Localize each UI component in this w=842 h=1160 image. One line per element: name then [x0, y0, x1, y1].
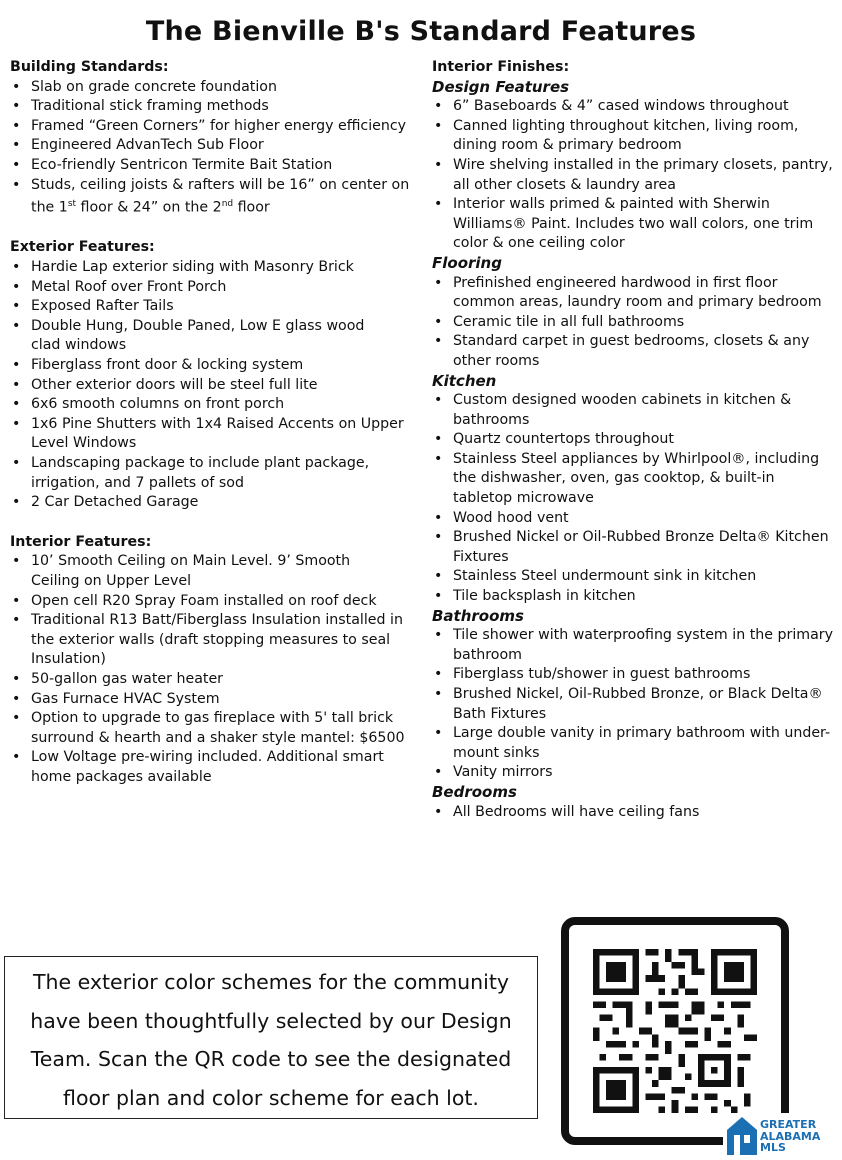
interior-finishes-heading: Interior Finishes:	[432, 59, 570, 75]
list-item: • 1x6 Pine Shutters with 1x4 Raised Accents on Upper Level Windows	[10, 415, 415, 454]
list-item: • Wire shelving installed in the primary closets, pantry, all other closets & laundry area	[432, 156, 837, 195]
list-item: • Slab on grade concrete foundation	[10, 78, 415, 98]
qr-code-icon[interactable]	[593, 949, 757, 1113]
studs-sup-2: nd	[221, 199, 234, 210]
design-features-list	[432, 97, 837, 254]
bedrooms-heading: Bedrooms	[432, 782, 517, 801]
notice-line: Team. Scan the QR code to see the designated	[30, 1047, 512, 1071]
list-item: • 6x6 smooth columns on front porch	[10, 395, 415, 415]
list-item: • Brushed Nickel or Oil-Rubbed Bronze Delta® Kitchen Fixtures	[432, 528, 837, 567]
list-item: • Open cell R20 Spray Foam installed on roof deck	[10, 592, 415, 612]
bathrooms-list	[432, 626, 837, 783]
list-item: • Option to upgrade to gas fireplace with 5' tall brick surround & hearth and a shaker style mantel: $6500	[10, 709, 415, 748]
list-item: • Eco-friendly Sentricon Termite Bait Station	[10, 156, 415, 176]
list-item: • Other exterior doors will be steel full lite	[10, 376, 415, 396]
list-item: • Traditional stick framing methods	[10, 97, 415, 117]
kitchen-list	[432, 391, 837, 607]
notice-line: floor plan and color scheme for each lot.	[63, 1085, 479, 1110]
flooring-list	[432, 274, 837, 372]
list-item: • Traditional R13 Batt/Fiberglass Insulation installed in the exterior walls (draft stopping measures to seal Insulation)	[10, 611, 415, 670]
list-item-studs	[10, 176, 415, 219]
exterior-features-heading: Exterior Features:	[10, 239, 155, 256]
design-features-heading: Design Features	[432, 77, 570, 96]
list-item: • Engineered AdvanTech Sub Floor	[10, 136, 415, 156]
qr-code-frame[interactable]	[561, 917, 789, 1145]
list-item: • Landscaping package to include plant package, irrigation, and 7 pallets of sod	[10, 454, 415, 493]
bedrooms-list	[432, 803, 837, 823]
house-logo-icon	[725, 1115, 759, 1157]
spacer	[10, 513, 415, 533]
list-item: • 2 Car Detached Garage	[10, 493, 415, 513]
building-standards-heading: Building Standards:	[10, 59, 169, 75]
list-item: • Low Voltage pre-wiring included. Additional smart home packages available	[10, 748, 415, 787]
list-item: • 10’ Smooth Ceiling on Main Level. 9’ Smooth Ceiling on Upper Level	[10, 552, 415, 591]
studs-sup-1: st	[67, 199, 77, 210]
list-item: • Metal Roof over Front Porch	[10, 278, 415, 298]
list-item: • Custom designed wooden cabinets in kitchen & bathrooms	[432, 391, 837, 430]
list-item: • Hardie Lap exterior siding with Masonry Brick	[10, 258, 415, 278]
list-item: • Tile shower with waterproofing system in the primary bathroom	[432, 626, 837, 665]
interior-features-heading: Interior Features:	[10, 533, 152, 550]
studs-text-2: floor & 24” on the 2	[76, 199, 222, 216]
list-item: • Framed “Green Corners” for higher energy efficiency	[10, 117, 415, 137]
right-column	[432, 58, 837, 822]
list-item: • Standard carpet in guest bedrooms, closets & any other rooms	[432, 332, 837, 371]
flooring-heading: Flooring	[432, 253, 502, 272]
building-standards-list	[10, 78, 415, 219]
list-item: • 50-gallon gas water heater	[10, 670, 415, 690]
list-item: • Prefinished engineered hardwood in first floor common areas, laundry room and primary bedroom	[432, 274, 837, 313]
notice-line: The exterior color schemes for the community	[32, 970, 510, 994]
list-item: • Interior walls primed & painted with Sherwin Williams® Paint. Includes two wall colors, one trim color & one ceiling color	[432, 195, 837, 254]
list-item: • Quartz countertops throughout	[432, 430, 837, 450]
list-item: • Stainless Steel undermount sink in kitchen	[432, 567, 837, 587]
mls-logo-line: GREATER	[760, 1118, 817, 1131]
list-item: • Double Hung, Double Paned, Low E glass wood clad windows	[10, 317, 415, 356]
kitchen-heading: Kitchen	[432, 371, 497, 390]
mls-logo-line: MLS	[760, 1141, 786, 1154]
list-item: • 6” Baseboards & 4” cased windows throughout	[432, 97, 837, 117]
interior-features-list	[10, 552, 415, 787]
list-item: • Vanity mirrors	[432, 763, 837, 783]
notice-line: have been thoughtfully selected by our Design	[30, 1008, 512, 1033]
color-scheme-notice	[4, 956, 538, 1119]
page-title: The Bienville B's Standard Features	[145, 16, 697, 47]
mls-logo-text	[760, 1119, 820, 1154]
bathrooms-heading: Bathrooms	[432, 606, 524, 625]
studs-text-1: Studs, ceiling joists & rafters will be 16” on center on the 1	[31, 176, 410, 216]
list-item: • Exposed Rafter Tails	[10, 297, 415, 317]
list-item: • Brushed Nickel, Oil-Rubbed Bronze, or Black Delta® Bath Fixtures	[432, 685, 837, 724]
mls-logo-line: ALABAMA	[760, 1129, 821, 1143]
list-item: • Ceramic tile in all full bathrooms	[432, 313, 837, 333]
list-item: • Tile backsplash in kitchen	[432, 587, 837, 607]
list-item: • Stainless Steel appliances by Whirlpool®, including the dishwasher, oven, gas cooktop, & built-in tabletop microwave	[432, 450, 837, 509]
list-item: • Gas Furnace HVAC System	[10, 690, 415, 710]
spacer	[10, 218, 415, 238]
list-item: • Wood hood vent	[432, 509, 837, 529]
list-item: • Large double vanity in primary bathroom with under-mount sinks	[432, 724, 837, 763]
list-item: • Canned lighting throughout kitchen, living room, dining room & primary bedroom	[432, 117, 837, 156]
left-column	[10, 58, 415, 788]
greater-alabama-mls-logo	[723, 1113, 842, 1160]
list-item: • Fiberglass front door & locking system	[10, 356, 415, 376]
list-item: • All Bedrooms will have ceiling fans	[432, 803, 837, 823]
studs-text-3: floor	[233, 199, 270, 216]
exterior-features-list	[10, 258, 415, 513]
list-item: • Fiberglass tub/shower in guest bathrooms	[432, 665, 837, 685]
